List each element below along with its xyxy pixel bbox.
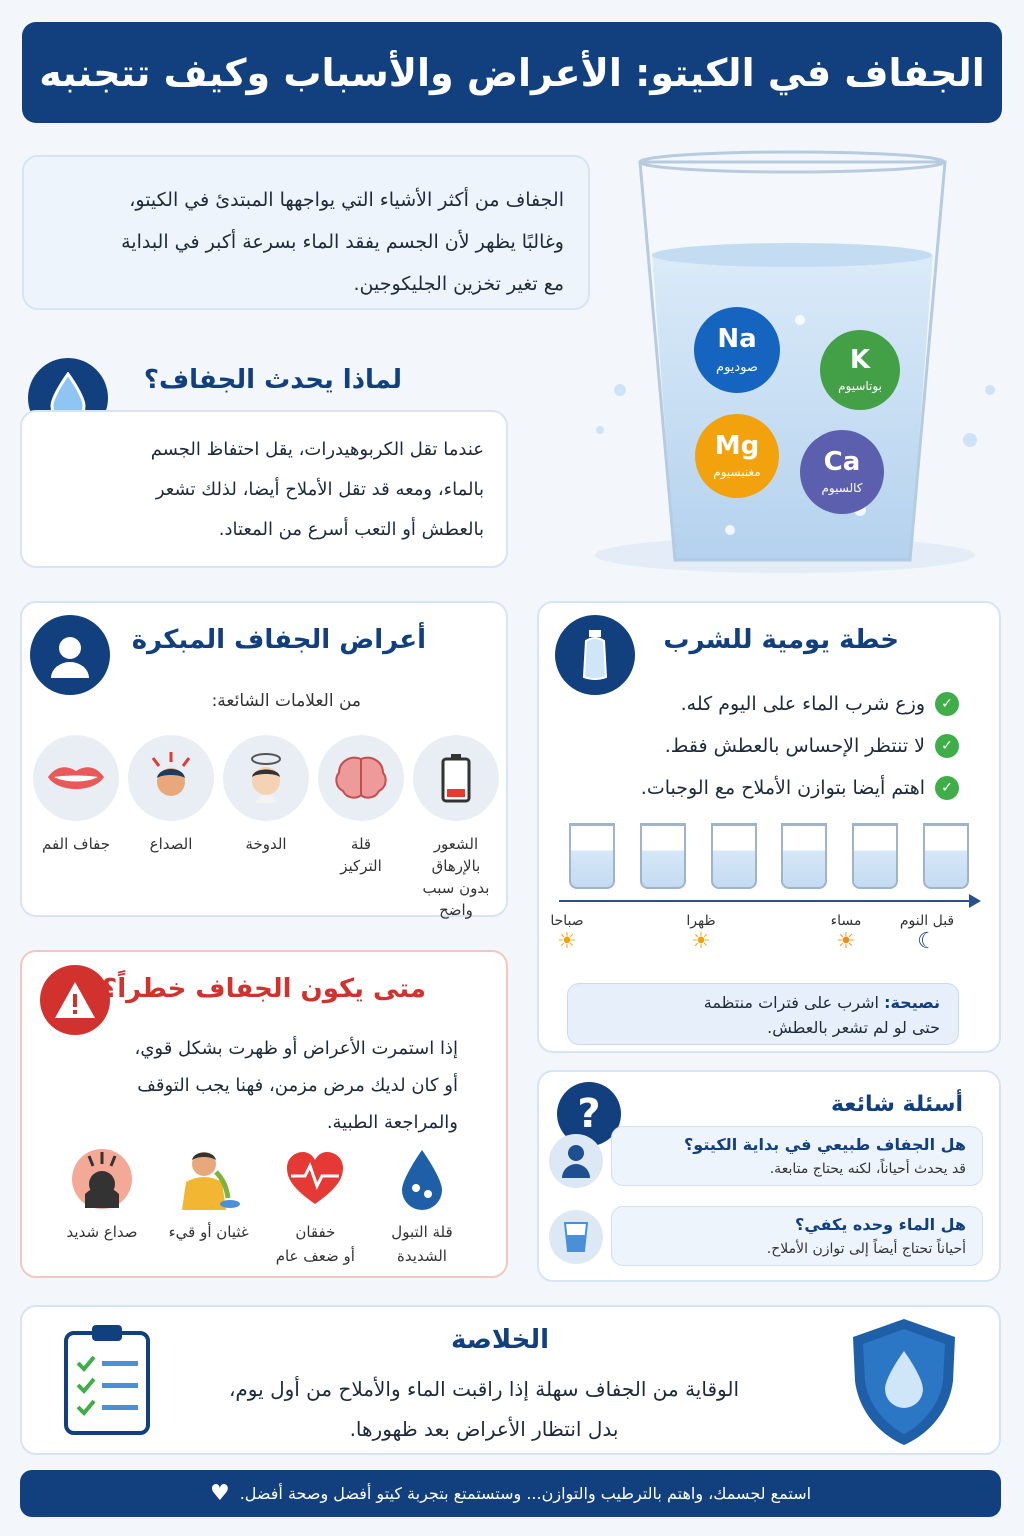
glasses-row [569,823,969,889]
low-battery-icon [413,735,499,821]
water-glass-illustration [560,140,1010,580]
electrolyte-na [692,305,782,399]
faq-item-1[interactable] [611,1126,983,1186]
heart-icon: ♥ [209,1481,230,1506]
time-evening: مساء ☀ [806,913,886,954]
brain-icon [318,735,404,821]
intro-card [22,155,590,310]
daily-plan-card [537,601,1001,1053]
symptom-headache [125,735,217,921]
water-glass-icon [560,140,1010,580]
person-icon [549,1134,603,1188]
footer-text: استمع لجسمك، واهتم بالترطيب والتوازن... وستستمتع بتجربة كيتو أفضل وصحة أفضل. [239,1484,812,1503]
why-card [20,410,508,568]
electrolyte-ca-symbol: Ca [823,447,861,477]
tip-label: نصيحة: [884,993,940,1012]
faq-question-1: هل الجفاف طبيعي في بداية الكيتو؟ [684,1135,966,1154]
symptom-headache-l1: الصداع [149,835,193,853]
summary-title: الخلاصة [450,1325,549,1355]
check-icon: ✓ [935,692,959,716]
symptoms-title: أعراض الجفاف المبكرة [131,625,426,655]
time-bedtime: قبل النوم ☾ [887,913,967,954]
tip-line-1: اشرب على فترات منتظمة [703,993,879,1012]
shield-drop-icon [849,1317,959,1451]
symptom-focus [315,735,407,921]
heartbeat-icon [265,1144,365,1214]
danger-card [20,950,508,1278]
danger-text [78,1030,458,1141]
water-glass-small-icon [549,1210,603,1264]
electrolyte-k [818,328,902,416]
water-drop-icon [372,1144,472,1214]
header-banner [22,22,1002,123]
symptom-focus-l2: التركيز [340,857,382,875]
tip-line-2: حتى لو لم تشعر بالعطش. [767,1018,940,1037]
symptoms-card [20,601,508,917]
electrolyte-k-name: بوتاسيوم [838,379,882,393]
plan-item: ✓ وزع شرب الماء على اليوم كله. [641,683,959,725]
time-morning: صباحا ☀ [527,913,607,954]
question-mark-icon: ? [557,1082,621,1146]
sun-horizon-icon: ☀ [691,929,711,954]
checklist-icon [62,1323,152,1439]
check-icon: ✓ [935,734,959,758]
sun-icon: ☀ [557,929,577,954]
symptom-fatigue-l1: الشعور بالإرهاق [431,835,481,875]
plan-list [641,683,959,809]
danger-palpitations: خفقان أو ضعف عام [265,1144,365,1268]
electrolyte-mg-name: مغنيسيوم [713,465,761,479]
severe-headache-icon [52,1144,152,1214]
why-line-1: عندما تقل الكربوهيدرات، يقل احتفاظ الجسم [150,439,484,460]
check-icon: ✓ [935,776,959,800]
danger-severe-headache: صداع شديد [52,1144,152,1268]
intro-line-3: مع تغير تخزين الجليكوجين. [353,273,564,295]
summary-card [20,1305,1001,1455]
page-title: الجفاف في الكيتو: الأعراض والأسباب وكيف تتجنبه [39,50,985,95]
glass-icon [569,823,615,889]
glass-icon [852,823,898,889]
plan-title: خطة يومية للشرب [663,625,899,655]
electrolyte-mg-symbol: Mg [714,431,760,461]
faq-item-2[interactable] [611,1206,983,1266]
electrolyte-na-symbol: Na [717,324,757,354]
electrolyte-na-name: صوديوم [716,360,758,375]
danger-line-1: إذا استمرت الأعراض أو ظهرت بشكل قوي، [134,1038,458,1059]
danger-nausea: غثيان أو قيء [159,1144,259,1268]
glass-icon [781,823,827,889]
electrolyte-mg [693,412,781,504]
person-head-icon [30,615,110,695]
symptom-dizziness [220,735,312,921]
summary-text [184,1369,784,1449]
electrolyte-k-symbol: K [849,345,871,375]
symptoms-subtitle: من العلامات الشائعة: [211,691,361,711]
glass-icon [640,823,686,889]
faq-answer-1: قد يحدث أحياناً، لكنه يحتاج متابعة. [769,1161,966,1177]
why-line-3: بالعطش أو التعب أسرع من المعتاد. [218,519,484,540]
danger-low-urine: قلة التبول الشديدة [372,1144,472,1268]
footer-bar [20,1470,1001,1517]
why-line-2: بالماء، ومعه قد تقل الأملاح أيضا، لذلك تشعر [155,479,484,500]
symptom-dry-mouth-l1: جفاف الفم [41,835,111,853]
danger-title: متى يكون الجفاف خطراً؟ [102,974,426,1004]
intro-line-1: الجفاف من أكثر الأشياء التي يواجهها المبتدئ في الكيتو، [129,189,564,211]
faq-title: أسئلة شائعة [830,1092,963,1117]
plan-item: ✓ لا تنتظر الإحساس بالعطش فقط. [641,725,959,767]
nausea-icon [159,1144,259,1214]
glass-icon [711,823,757,889]
summary-line-1: الوقاية من الجفاف سهلة إذا راقبت الماء والأملاح من أول يوم، [228,1377,740,1401]
time-noon: ظهرا ☀ [661,913,741,954]
glass-icon [923,823,969,889]
dizzy-face-icon [223,735,309,821]
moon-icon: ☾ [917,929,937,954]
why-title: لماذا يحدث الجفاف؟ [143,365,402,395]
symptom-dry-mouth [30,735,122,921]
symptom-fatigue-l2: بدون سبب واضح [422,879,490,919]
symptom-dizziness-l1: الدوخة [245,835,287,853]
symptom-focus-l1: قلة [350,835,372,853]
lips-icon [33,735,119,821]
water-bottle-icon [555,615,635,695]
plan-item: ✓ اهتم أيضا بتوازن الأملاح مع الوجبات. [641,767,959,809]
faq-question-2: هل الماء وحده يكفي؟ [795,1215,966,1234]
electrolyte-ca-name: كالسيوم [821,481,863,495]
intro-line-2: وغالبًا يظهر لأن الجسم يفقد الماء بسرعة أكبر في البداية [121,231,564,253]
faq-card [537,1070,1001,1282]
warning-icon [40,965,110,1035]
headache-icon [128,735,214,821]
symptom-fatigue [410,735,502,921]
timeline-arrow [559,900,979,902]
danger-line-2: أو كان لديك مرض مزمن، فهنا يجب التوقف [137,1075,458,1096]
summary-line-2: بدل انتظار الأعراض بعد ظهورها. [349,1417,619,1441]
danger-line-3: والمراجعة الطبية. [326,1112,458,1133]
faq-answer-2: أحياناً تحتاج أيضاً إلى توازن الأملاح. [766,1241,966,1257]
sunset-icon: ☀ [836,929,856,954]
electrolyte-ca [798,428,886,520]
tip-box [567,983,959,1045]
time-labels [549,913,989,973]
